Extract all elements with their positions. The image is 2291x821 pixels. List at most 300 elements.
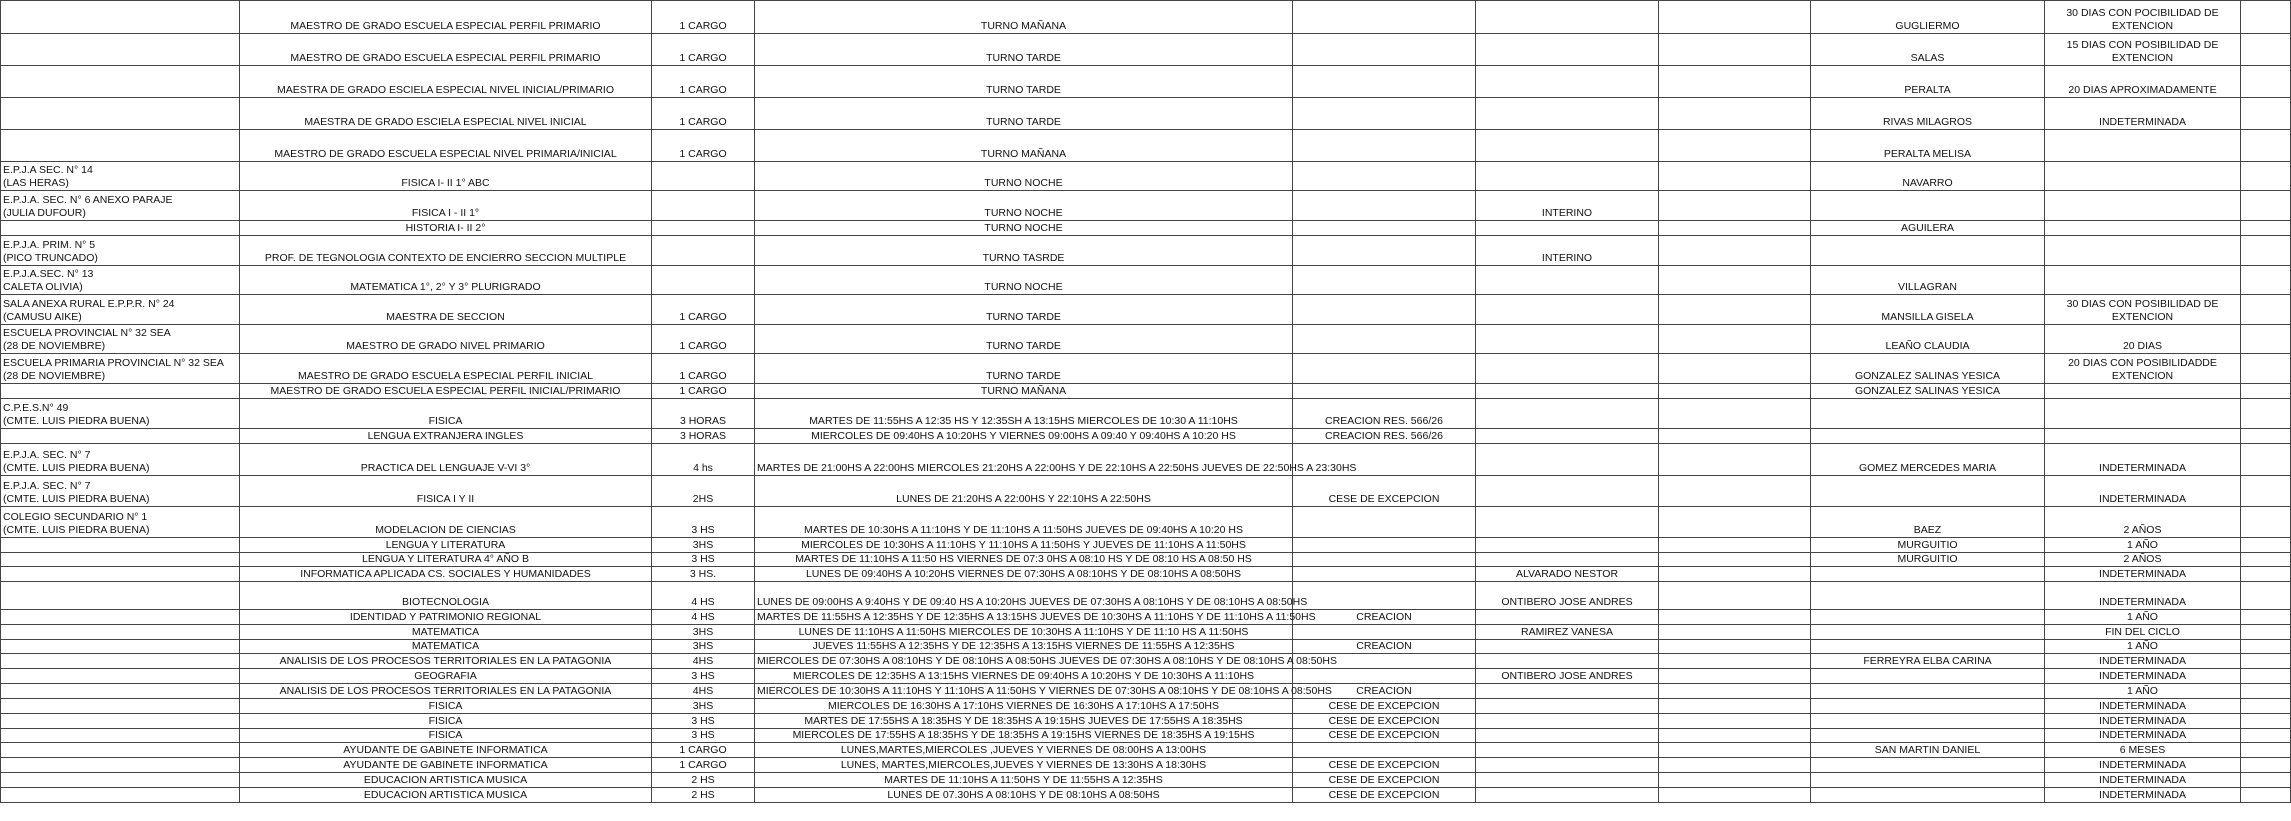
extra-cell xyxy=(2241,221,2291,236)
extra-cell xyxy=(2241,325,2291,354)
situation-cell: CREACION xyxy=(1293,640,1476,654)
status-cell xyxy=(1476,130,1659,162)
assigned-teacher-cell xyxy=(1811,567,2045,582)
hours-cell: 3HS xyxy=(652,699,755,714)
table-row xyxy=(1,640,2291,654)
table-row xyxy=(1,567,2291,582)
assigned-teacher-cell xyxy=(1811,714,2045,729)
subject-cell: PRACTICA DEL LENGUAJE V-VI 3° xyxy=(240,444,652,476)
extra-cell xyxy=(2241,429,2291,444)
schedule-cell: TURNO NOCHE xyxy=(755,266,1293,295)
school-cell: COLEGIO SECUNDARIO N° 1 (CMTE. LUIS PIEDRA BUENA) xyxy=(1,507,240,538)
assigned-teacher-cell: VILLAGRAN xyxy=(1811,266,2045,295)
teacher-cell xyxy=(1659,429,1811,444)
table-row xyxy=(1,507,2291,538)
duration-cell: INDETERMINADA xyxy=(2045,654,2241,669)
assigned-teacher-cell xyxy=(1811,582,2045,610)
status-cell xyxy=(1476,610,1659,625)
status-cell: ALVARADO NESTOR xyxy=(1476,567,1659,582)
situation-cell xyxy=(1293,743,1476,758)
hours-cell: 2 HS xyxy=(652,773,755,788)
teacher-cell xyxy=(1659,567,1811,582)
status-cell xyxy=(1476,773,1659,788)
duration-cell: 1 AÑO xyxy=(2045,684,2241,699)
subject-cell: MAESTRO DE GRADO NIVEL PRIMARIO xyxy=(240,325,652,354)
situation-cell xyxy=(1293,66,1476,98)
assigned-teacher-cell xyxy=(1811,758,2045,773)
duration-cell: 1 AÑO xyxy=(2045,538,2241,553)
table-row xyxy=(1,773,2291,788)
duration-cell: INDETERMINADA xyxy=(2045,773,2241,788)
duration-cell: 2 AÑOS xyxy=(2045,553,2241,567)
table-row xyxy=(1,191,2291,221)
subject-cell: EDUCACION ARTISTICA MUSICA xyxy=(240,773,652,788)
hours-cell: 1 CARGO xyxy=(652,743,755,758)
duration-cell: INDETERMINADA xyxy=(2045,729,2241,743)
hours-cell: 3 HS. xyxy=(652,567,755,582)
teacher-cell xyxy=(1659,34,1811,66)
hours-cell: 1 CARGO xyxy=(652,98,755,130)
duration-cell: 20 DIAS APROXIMADAMENTE xyxy=(2045,66,2241,98)
schedule-cell: MIERCOLES DE 12:35HS A 13:15HS VIERNES DE 09:40HS A 10:20HS Y DE 10:30HS A 11:10HS xyxy=(755,669,1293,684)
situation-cell xyxy=(1293,325,1476,354)
schedule-cell: MIERCOLES DE 17:55HS A 18:35HS Y DE 18:35HS A 19:15HS VIERNES DE 18:35HS A 19:15HS xyxy=(755,729,1293,743)
extra-cell xyxy=(2241,729,2291,743)
situation-cell: CREACION xyxy=(1293,684,1476,699)
duration-cell xyxy=(2045,429,2241,444)
hours-cell: 3 HORAS xyxy=(652,429,755,444)
hours-cell: 3 HS xyxy=(652,507,755,538)
hours-cell: 1 CARGO xyxy=(652,384,755,399)
duration-cell xyxy=(2045,399,2241,429)
hours-cell: 3HS xyxy=(652,625,755,640)
status-cell xyxy=(1476,538,1659,553)
status-cell xyxy=(1476,354,1659,384)
subject-cell: MAESTRO DE GRADO ESCUELA ESPECIAL PERFIL PRIMARIO xyxy=(240,34,652,66)
situation-cell: CREACION RES. 566/26 xyxy=(1293,429,1476,444)
status-cell xyxy=(1476,266,1659,295)
assigned-teacher-cell xyxy=(1811,669,2045,684)
extra-cell xyxy=(2241,567,2291,582)
subject-cell: PROF. DE TEGNOLOGIA CONTEXTO DE ENCIERRO SECCION MULTIPLE xyxy=(240,236,652,266)
school-cell xyxy=(1,625,240,640)
schedule-cell: MARTES DE 11:10HS A 11:50 HS VIERNES DE 07:3 0HS A 08:10 HS Y DE 08:10 HS A 08:50 HS xyxy=(755,553,1293,567)
schedule-cell: MARTES DE 10:30HS A 11:10HS Y DE 11:10HS A 11:50HS JUEVES DE 09:40HS A 10:20 HS xyxy=(755,507,1293,538)
subject-cell: FISICA xyxy=(240,399,652,429)
assigned-teacher-cell xyxy=(1811,610,2045,625)
table-row xyxy=(1,295,2291,325)
extra-cell xyxy=(2241,266,2291,295)
table-row xyxy=(1,1,2291,34)
schedule-cell: MIERCOLES DE 16:30HS A 17:10HS VIERNES DE 16:30HS A 17:10HS A 17:50HS xyxy=(755,699,1293,714)
assigned-teacher-cell: SALAS xyxy=(1811,34,2045,66)
schedule-cell: TURNO TARDE xyxy=(755,354,1293,384)
teacher-cell xyxy=(1659,66,1811,98)
situation-cell: CREACION xyxy=(1293,610,1476,625)
situation-cell: CESE DE EXCEPCION xyxy=(1293,476,1476,507)
table-row xyxy=(1,34,2291,66)
teacher-cell xyxy=(1659,788,1811,803)
extra-cell xyxy=(2241,354,2291,384)
schedule-cell: TURNO MAÑANA xyxy=(755,1,1293,34)
table-row xyxy=(1,654,2291,669)
status-cell xyxy=(1476,476,1659,507)
duration-cell: 2 AÑOS xyxy=(2045,507,2241,538)
assigned-teacher-cell xyxy=(1811,625,2045,640)
schedule-cell: TURNO NOCHE xyxy=(755,191,1293,221)
situation-cell xyxy=(1293,295,1476,325)
status-cell xyxy=(1476,640,1659,654)
situation-cell: CESE DE EXCEPCION xyxy=(1293,714,1476,729)
table-row xyxy=(1,325,2291,354)
table-row xyxy=(1,221,2291,236)
extra-cell xyxy=(2241,130,2291,162)
extra-cell xyxy=(2241,758,2291,773)
situation-cell xyxy=(1293,538,1476,553)
school-cell xyxy=(1,567,240,582)
schedule-cell: TURNO MAÑANA xyxy=(755,384,1293,399)
table-row xyxy=(1,399,2291,429)
school-cell: E.P.J.A.SEC. N° 13 CALETA OLIVIA) xyxy=(1,266,240,295)
assigned-teacher-cell xyxy=(1811,236,2045,266)
situation-cell: CESE DE EXCEPCION xyxy=(1293,699,1476,714)
duration-cell: INDETERMINADA xyxy=(2045,788,2241,803)
schedule-cell: MIERCOLES DE 10:30HS A 11:10HS Y 11:10HS A 11:50HS Y VIERNES DE 07:30HS A 08:10HS Y DE 08:10HS A 08:50HS xyxy=(755,684,1293,699)
table-row xyxy=(1,384,2291,399)
situation-cell: CESE DE EXCEPCION xyxy=(1293,773,1476,788)
teacher-cell xyxy=(1659,399,1811,429)
hours-cell: 4HS xyxy=(652,654,755,669)
schedule-cell: TURNO TARDE xyxy=(755,295,1293,325)
situation-cell xyxy=(1293,625,1476,640)
school-cell xyxy=(1,640,240,654)
school-cell: E.P.J.A SEC. N° 14 (LAS HERAS) xyxy=(1,162,240,191)
school-cell: SALA ANEXA RURAL E.P.P.R. N° 24 (CAMUSU AIKE) xyxy=(1,295,240,325)
subject-cell: EDUCACION ARTISTICA MUSICA xyxy=(240,788,652,803)
extra-cell xyxy=(2241,444,2291,476)
duration-cell: 15 DIAS CON POSIBILIDAD DE EXTENCION xyxy=(2045,34,2241,66)
status-cell: ONTIBERO JOSE ANDRES xyxy=(1476,669,1659,684)
extra-cell xyxy=(2241,162,2291,191)
schedule-cell: MIERCOLES DE 09:40HS A 10:20HS Y VIERNES 09:00HS A 09:40 Y 09:40HS A 10:20 HS xyxy=(755,429,1293,444)
status-cell xyxy=(1476,66,1659,98)
hours-cell: 1 CARGO xyxy=(652,130,755,162)
status-cell xyxy=(1476,788,1659,803)
subject-cell: LENGUA Y LITERATURA xyxy=(240,538,652,553)
teacher-cell xyxy=(1659,191,1811,221)
duration-cell: INDETERMINADA xyxy=(2045,98,2241,130)
subject-cell: HISTORIA I- II 2° xyxy=(240,221,652,236)
teacher-cell xyxy=(1659,743,1811,758)
school-cell: ESCUELA PROVINCIAL N° 32 SEA (28 DE NOVIEMBRE) xyxy=(1,325,240,354)
hours-cell: 3 HS xyxy=(652,669,755,684)
extra-cell xyxy=(2241,654,2291,669)
school-cell: E.P.J.A. SEC. N° 7 (CMTE. LUIS PIEDRA BUENA) xyxy=(1,444,240,476)
situation-cell xyxy=(1293,162,1476,191)
situation-cell xyxy=(1293,507,1476,538)
school-cell xyxy=(1,1,240,34)
schedule-cell: TURNO MAÑANA xyxy=(755,130,1293,162)
status-cell xyxy=(1476,1,1659,34)
duration-cell: 6 MESES xyxy=(2045,743,2241,758)
situation-cell xyxy=(1293,34,1476,66)
hours-cell: 3 HS xyxy=(652,714,755,729)
teacher-cell xyxy=(1659,266,1811,295)
extra-cell xyxy=(2241,507,2291,538)
assigned-teacher-cell: BAEZ xyxy=(1811,507,2045,538)
school-cell xyxy=(1,610,240,625)
teacher-cell xyxy=(1659,295,1811,325)
table-row xyxy=(1,444,2291,476)
school-cell xyxy=(1,582,240,610)
assigned-teacher-cell: SAN MARTIN DANIEL xyxy=(1811,743,2045,758)
teacher-cell xyxy=(1659,773,1811,788)
extra-cell xyxy=(2241,773,2291,788)
schedule-cell: TURNO NOCHE xyxy=(755,162,1293,191)
schedule-cell: TURNO NOCHE xyxy=(755,221,1293,236)
teacher-cell xyxy=(1659,476,1811,507)
school-cell xyxy=(1,538,240,553)
assigned-teacher-cell: MURGUITIO xyxy=(1811,538,2045,553)
status-cell: INTERINO xyxy=(1476,236,1659,266)
teacher-cell xyxy=(1659,758,1811,773)
schedule-cell: LUNES DE 09:40HS A 10:20HS VIERNES DE 07:30HS A 08:10HS Y DE 08:10HS A 08:50HS xyxy=(755,567,1293,582)
assigned-teacher-cell xyxy=(1811,429,2045,444)
school-cell: C.P.E.S.N° 49 (CMTE. LUIS PIEDRA BUENA) xyxy=(1,399,240,429)
table-row xyxy=(1,610,2291,625)
table-row xyxy=(1,162,2291,191)
teacher-cell xyxy=(1659,384,1811,399)
assigned-teacher-cell xyxy=(1811,729,2045,743)
extra-cell xyxy=(2241,610,2291,625)
subject-cell: FISICA I Y II xyxy=(240,476,652,507)
schedule-cell: LUNES, MARTES,MIERCOLES,JUEVES Y VIERNES DE 13:30HS A 18:30HS xyxy=(755,758,1293,773)
status-cell xyxy=(1476,729,1659,743)
situation-cell xyxy=(1293,567,1476,582)
teacher-cell xyxy=(1659,640,1811,654)
duration-cell: 20 DIAS CON POSIBILIDADDE EXTENCION xyxy=(2045,354,2241,384)
extra-cell xyxy=(2241,476,2291,507)
status-cell xyxy=(1476,295,1659,325)
table-row xyxy=(1,625,2291,640)
situation-cell xyxy=(1293,98,1476,130)
schedule-cell: TURNO TARDE xyxy=(755,98,1293,130)
school-cell xyxy=(1,553,240,567)
duration-cell: FIN DEL CICLO xyxy=(2045,625,2241,640)
subject-cell: FISICA I- II 1° ABC xyxy=(240,162,652,191)
situation-cell xyxy=(1293,221,1476,236)
duration-cell xyxy=(2045,384,2241,399)
schedule-cell: LUNES DE 21:20HS A 22:00HS Y 22:10HS A 22:50HS xyxy=(755,476,1293,507)
schedule-cell: TURNO TARDE xyxy=(755,34,1293,66)
status-cell xyxy=(1476,399,1659,429)
status-cell xyxy=(1476,98,1659,130)
teacher-cell xyxy=(1659,582,1811,610)
school-cell xyxy=(1,714,240,729)
hours-cell xyxy=(652,191,755,221)
teacher-cell xyxy=(1659,236,1811,266)
duration-cell: 1 AÑO xyxy=(2045,610,2241,625)
situation-cell xyxy=(1293,191,1476,221)
hours-cell: 1 CARGO xyxy=(652,66,755,98)
schedule-cell: MARTES DE 11:55HS A 12:35HS Y DE 12:35HS A 13:15HS JUEVES DE 10:30HS A 11:10HS Y DE 11:10HS A 11:50HS xyxy=(755,610,1293,625)
schedule-cell: JUEVES 11:55HS A 12:35HS Y DE 12:35HS A 13:15HS VIERNES DE 11:55HS A 12:35HS xyxy=(755,640,1293,654)
hours-cell: 2HS xyxy=(652,476,755,507)
assigned-teacher-cell xyxy=(1811,788,2045,803)
subject-cell: ANALISIS DE LOS PROCESOS TERRITORIALES EN LA PATAGONIA xyxy=(240,654,652,669)
status-cell: ONTIBERO JOSE ANDRES xyxy=(1476,582,1659,610)
assigned-teacher-cell: GOMEZ MERCEDES MARIA xyxy=(1811,444,2045,476)
hours-cell: 1 CARGO xyxy=(652,354,755,384)
teacher-cell xyxy=(1659,684,1811,699)
schedule-cell: LUNES,MARTES,MIERCOLES ,JUEVES Y VIERNES DE 08:00HS A 13:00HS xyxy=(755,743,1293,758)
school-cell xyxy=(1,98,240,130)
situation-cell xyxy=(1293,354,1476,384)
extra-cell xyxy=(2241,788,2291,803)
school-cell xyxy=(1,699,240,714)
hours-cell xyxy=(652,236,755,266)
duration-cell xyxy=(2045,130,2241,162)
table-row xyxy=(1,729,2291,743)
extra-cell xyxy=(2241,295,2291,325)
duration-cell: 1 AÑO xyxy=(2045,640,2241,654)
table-body xyxy=(1,1,2291,803)
table-row xyxy=(1,476,2291,507)
subject-cell: FISICA xyxy=(240,714,652,729)
table-row xyxy=(1,669,2291,684)
school-cell xyxy=(1,384,240,399)
status-cell xyxy=(1476,699,1659,714)
situation-cell xyxy=(1293,669,1476,684)
hours-cell: 4 hs xyxy=(652,444,755,476)
hours-cell: 4 HS xyxy=(652,582,755,610)
extra-cell xyxy=(2241,684,2291,699)
assigned-teacher-cell: GUGLIERMO xyxy=(1811,1,2045,34)
subject-cell: MODELACION DE CIENCIAS xyxy=(240,507,652,538)
hours-cell: 2 HS xyxy=(652,788,755,803)
subject-cell: AYUDANTE DE GABINETE INFORMATICA xyxy=(240,743,652,758)
hours-cell: 3HS xyxy=(652,538,755,553)
duration-cell: INDETERMINADA xyxy=(2045,476,2241,507)
table-row xyxy=(1,553,2291,567)
hours-cell: 1 CARGO xyxy=(652,325,755,354)
duration-cell xyxy=(2045,236,2241,266)
extra-cell xyxy=(2241,66,2291,98)
subject-cell: MAESTRO DE GRADO ESCUELA ESPECIAL NIVEL PRIMARIA/INICIAL xyxy=(240,130,652,162)
table-row xyxy=(1,130,2291,162)
assigned-teacher-cell xyxy=(1811,399,2045,429)
table-row xyxy=(1,758,2291,773)
schedule-cell: LUNES DE 09:00HS A 9:40HS Y DE 09:40 HS A 10:20HS JUEVES DE 07:30HS A 08:10HS Y DE 08:10HS A 08:50HS xyxy=(755,582,1293,610)
table-row xyxy=(1,714,2291,729)
assigned-teacher-cell: FERREYRA ELBA CARINA xyxy=(1811,654,2045,669)
teacher-cell xyxy=(1659,699,1811,714)
school-cell xyxy=(1,66,240,98)
hours-cell: 1 CARGO xyxy=(652,758,755,773)
subject-cell: FISICA xyxy=(240,729,652,743)
duration-cell: INDETERMINADA xyxy=(2045,714,2241,729)
table-row xyxy=(1,684,2291,699)
extra-cell xyxy=(2241,699,2291,714)
hours-cell: 4 HS xyxy=(652,610,755,625)
teacher-cell xyxy=(1659,325,1811,354)
extra-cell xyxy=(2241,191,2291,221)
subject-cell: GEOGRAFIA xyxy=(240,669,652,684)
assigned-teacher-cell xyxy=(1811,640,2045,654)
situation-cell: CREACION RES. 566/26 xyxy=(1293,399,1476,429)
hours-cell xyxy=(652,221,755,236)
status-cell xyxy=(1476,325,1659,354)
subject-cell: INFORMATICA APLICADA CS. SOCIALES Y HUMANIDADES xyxy=(240,567,652,582)
teacher-cell xyxy=(1659,98,1811,130)
extra-cell xyxy=(2241,538,2291,553)
teacher-cell xyxy=(1659,538,1811,553)
subject-cell: LENGUA EXTRANJERA INGLES xyxy=(240,429,652,444)
duration-cell xyxy=(2045,191,2241,221)
school-cell xyxy=(1,221,240,236)
school-cell: E.P.J.A. SEC. N° 6 ANEXO PARAJE (JULIA DUFOUR) xyxy=(1,191,240,221)
duration-cell: 20 DIAS xyxy=(2045,325,2241,354)
situation-cell xyxy=(1293,553,1476,567)
status-cell xyxy=(1476,654,1659,669)
status-cell xyxy=(1476,384,1659,399)
schedule-cell: MARTES DE 11:10HS A 11:50HS Y DE 11:55HS A 12:35HS xyxy=(755,773,1293,788)
school-cell: E.P.J.A. SEC. N° 7 (CMTE. LUIS PIEDRA BUENA) xyxy=(1,476,240,507)
extra-cell xyxy=(2241,1,2291,34)
subject-cell: MAESTRO DE GRADO ESCUELA ESPECIAL PERFIL PRIMARIO xyxy=(240,1,652,34)
subject-cell: MAESTRO DE GRADO ESCUELA ESPECIAL PERFIL INICIAL/PRIMARIO xyxy=(240,384,652,399)
teacher-cell xyxy=(1659,130,1811,162)
subject-cell: MAESTRA DE GRADO ESCIELA ESPECIAL NIVEL INICIAL xyxy=(240,98,652,130)
teacher-cell xyxy=(1659,444,1811,476)
situation-cell: CESE DE EXCEPCION xyxy=(1293,758,1476,773)
schedule-cell: MARTES DE 11:55HS A 12:35 HS Y 12:35SH A 13:15HS MIERCOLES DE 10:30 A 11:10HS xyxy=(755,399,1293,429)
hours-cell: 3 HS xyxy=(652,729,755,743)
subject-cell: LENGUA Y LITERATURA 4° AÑO B xyxy=(240,553,652,567)
extra-cell xyxy=(2241,669,2291,684)
schedule-cell: TURNO TASRDE xyxy=(755,236,1293,266)
school-cell xyxy=(1,34,240,66)
assigned-teacher-cell: PERALTA xyxy=(1811,66,2045,98)
duration-cell xyxy=(2045,266,2241,295)
status-cell xyxy=(1476,444,1659,476)
table-row xyxy=(1,538,2291,553)
hours-cell: 1 CARGO xyxy=(652,34,755,66)
duration-cell: INDETERMINADA xyxy=(2045,669,2241,684)
extra-cell xyxy=(2241,582,2291,610)
status-cell xyxy=(1476,714,1659,729)
duration-cell: INDETERMINADA xyxy=(2045,444,2241,476)
teacher-cell xyxy=(1659,729,1811,743)
duration-cell xyxy=(2045,221,2241,236)
extra-cell xyxy=(2241,640,2291,654)
subject-cell: FISICA xyxy=(240,699,652,714)
school-cell: E.P.J.A. PRIM. N° 5 (PICO TRUNCADO) xyxy=(1,236,240,266)
assigned-teacher-cell: PERALTA MELISA xyxy=(1811,130,2045,162)
situation-cell xyxy=(1293,236,1476,266)
assigned-teacher-cell xyxy=(1811,773,2045,788)
subject-cell: ANALISIS DE LOS PROCESOS TERRITORIALES EN LA PATAGONIA xyxy=(240,684,652,699)
teacher-cell xyxy=(1659,553,1811,567)
extra-cell xyxy=(2241,34,2291,66)
school-cell: ESCUELA PRIMARIA PROVINCIAL N° 32 SEA (28 DE NOVIEMBRE) xyxy=(1,354,240,384)
status-cell xyxy=(1476,684,1659,699)
duration-cell: INDETERMINADA xyxy=(2045,699,2241,714)
situation-cell xyxy=(1293,1,1476,34)
duration-cell: INDETERMINADA xyxy=(2045,567,2241,582)
subject-cell: AYUDANTE DE GABINETE INFORMATICA xyxy=(240,758,652,773)
school-cell xyxy=(1,743,240,758)
